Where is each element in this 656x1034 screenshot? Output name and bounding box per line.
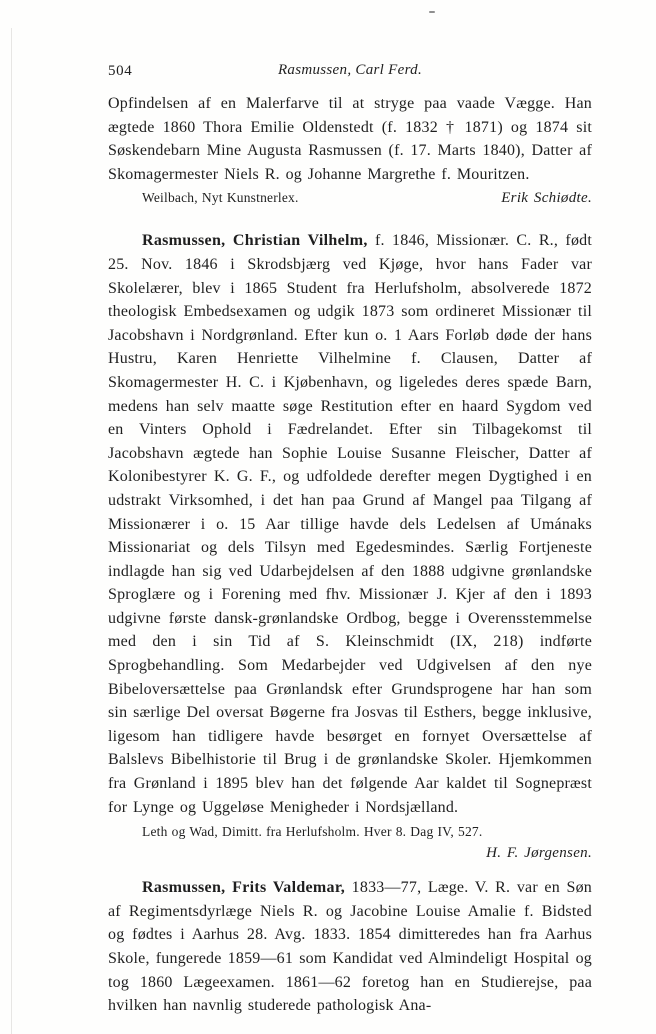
entry-continuation-paragraph: Opfindelsen af en Malerfarve til at stryge paa vaade Vægge. Han ægtede 1860 Thora Emilie Oldenstedt (f. 1832 † 1871) og 1874 sit Søskendebarn Mine Augusta Rasmussen (f. 17. Marts 1840), Datter af Skomagermester Niels R. og Johanne Margrethe f. Mouritzen. — [108, 95, 592, 183]
author-signature: H. F. Jørgensen. — [486, 845, 592, 862]
author-signature: Erik Schiødte. — [501, 190, 592, 207]
reference-citation: Leth og Wad, Dimitt. fra Herlufsholm. Hver 8. Dag IV, 527. — [142, 824, 483, 840]
reference-row — [108, 187, 592, 209]
scan-artifact — [429, 11, 435, 13]
scan-gutter-line — [11, 28, 12, 1034]
entry-frits-valdemar-paragraph — [108, 876, 592, 1018]
page-header — [108, 62, 592, 84]
text-block — [108, 92, 592, 1018]
entry-headword: Rasmussen, Frits Valdemar, — [142, 879, 346, 897]
running-header: Rasmussen, Carl Ferd. — [277, 62, 423, 78]
entry-body-text: 1833—77, Læge. V. R. var en Søn af Regimentsdyrlæge Niels R. og Jacobine Louise Amalie f. Bidsted og fødtes i Aarhus 28. Avg. 1833. 1854 dimitteredes han fra Aarhus Skole, fungerede 1859—61 som Kandidat ved Almindeligt Hospital og tog 1860 Lægeexamen. 1861—62 foretog han en Studierejse, paa hvilken han navnlig studerede pathologisk Ana- — [108, 879, 593, 1015]
entry-headword: Rasmussen, Christian Vilhelm, — [142, 232, 368, 250]
entry-body-text: f. 1846, Missionær. C. R., født 25. Nov. 1846 i Skrodsbjærg ved Kjøge, hvor hans Fader var Skolelærer, blev i 1865 Student fra Herlufsholm, absolverede 1872 theologisk Embedsexamen og udgik 1873 som ordineret Missionær til Jacobshavn i Nordgrønland. Efter kun o. 1 Aars Forløb døde der hans Hustru, Karen Henriette Vilhelmine f. Clausen, Datter af Skomagermester H. C. i Kjøbenhavn, og ligeledes deres spæde Barn, medens han selv maatte søge Restitution efter en haard Sygdom ved en Vinters Ophold i Fædrelandet. Efter sin Tilbagekomst til Jacobshavn ægtede han Sophie Louise Susanne Fleischer, Datter af Kolonibestyrer K. G. F., og udfoldede derefter megen Dygtighed i en udstrakt Virksomhed, i det han paa Grund af Mangel paa Tilgang af Missionærer i o. 15 Aar tillige havde dels Ledelsen af Umánaks Missionariat og dels Tilsyn med Egedesmindes. Særlig Fortjeneste indlagde han sig ved Udarbejdelsen af den 1888 udgivne grønlandske Sproglære og i Forening med fhv. Missionær J. Kjer af den i 1893 udgivne første dansk-grønlandske Ordbog, begge i Overensstemmelse med den i sin Tid af S. Kleinschmidt (IX, 218) indførte Sprogbehandling. Som Medarbejder ved Udgivelsen af den nye Bibeloversættelse paa Grønlandsk efter Grundsprogene har han som sin særlige Del oversat Bøgerne fra Josvas til Esthers, begge inklusive, ligesom han tidligere havde besørget en fornyet Oversættelse af Balslevs Bibelhistorie til Brug i de grønlandske Skoler. Hjemkommen fra Grønland i 1895 blev han det følgende Aar kaldet til Sognepræst for Lynge og Uggeløse Menigheder i Nordsjælland. — [108, 232, 592, 816]
reference-citation: Weilbach, Nyt Kunstnerlex. — [142, 190, 299, 206]
entry-christian-vilhelm-paragraph — [108, 229, 592, 819]
page-number: 504 — [108, 63, 133, 79]
